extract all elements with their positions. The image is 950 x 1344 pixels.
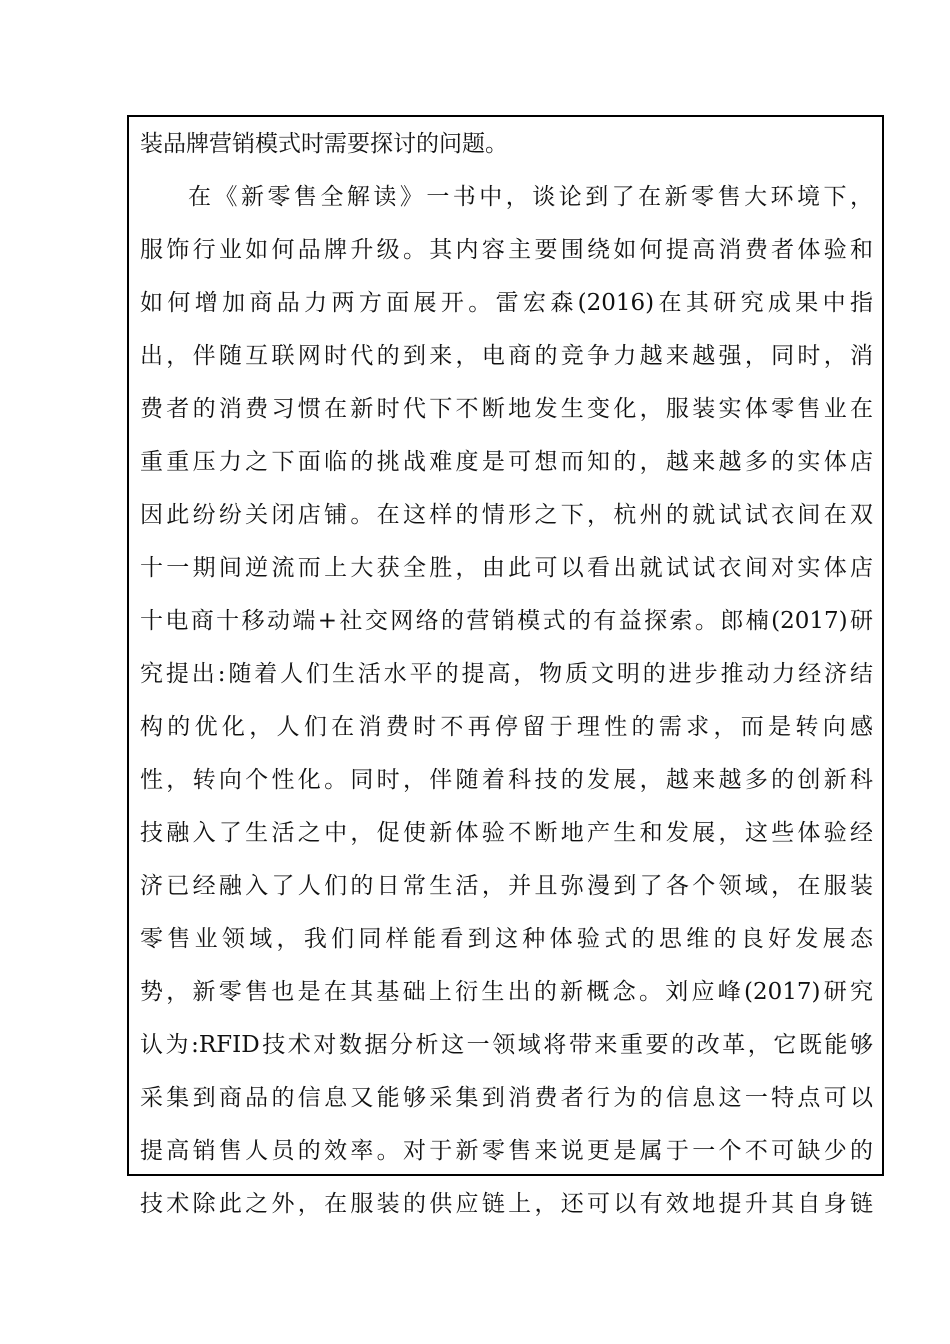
text-line: 提高销售人员的效率。对于新零售来说更是属于一个不可缺少的 xyxy=(140,1138,873,1164)
text-line: 构的优化，人们在消费时不再停留于理性的需求，而是转向感 xyxy=(140,714,873,740)
text-line: 势，新零售也是在其基础上衍生出的新概念。刘应峰(2017)研究 xyxy=(140,979,873,1005)
text-line: 十一期间逆流而上大获全胜，由此可以看出就试试衣间对实体店 xyxy=(140,555,873,581)
text-line: 因此纷纷关闭店铺。在这样的情形之下，杭州的就试试衣间在双 xyxy=(140,502,873,528)
text-line: 性，转向个性化。同时，伴随着科技的发展，越来越多的创新科 xyxy=(140,767,873,793)
text-line: 重重压力之下面临的挑战难度是可想而知的，越来越多的实体店 xyxy=(140,449,873,475)
document-body xyxy=(140,118,873,1231)
text-line: 服饰行业如何品牌升级。其内容主要围绕如何提高消费者体验和 xyxy=(140,237,873,263)
text-line: 采集到商品的信息又能够采集到消费者行为的信息这一特点可以 xyxy=(140,1085,873,1111)
text-line: 如何增加商品力两方面展开。雷宏森(2016)在其研究成果中指 xyxy=(140,290,873,316)
text-line: 认为:RFID技术对数据分析这一领域将带来重要的改革，它既能够 xyxy=(140,1032,873,1058)
text-line: 装品牌营销模式时需要探讨的问题。 xyxy=(140,131,508,157)
text-line: 在《新零售全解读》一书中，谈论到了在新零售大环境下， xyxy=(188,184,873,210)
text-line: 技术除此之外，在服装的供应链上，还可以有效地提升其自身链 xyxy=(140,1191,873,1217)
text-line: 费者的消费习惯在新时代下不断地发生变化，服装实体零售业在 xyxy=(140,396,873,422)
text-line: 出，伴随互联网时代的到来，电商的竞争力越来越强，同时，消 xyxy=(140,343,873,369)
text-line: 济已经融入了人们的日常生活，并且弥漫到了各个领域，在服装 xyxy=(140,873,873,899)
text-line: 零售业领域，我们同样能看到这种体验式的思维的良好发展态 xyxy=(140,926,873,952)
text-line: 技融入了生活之中，促使新体验不断地产生和发展，这些体验经 xyxy=(140,820,873,846)
text-line: 究提出:随着人们生活水平的提高，物质文明的进步推动力经济结 xyxy=(140,661,873,687)
text-line: 十电商十移动端+社交网络的营销模式的有益探索。郎楠(2017)研 xyxy=(140,608,873,634)
